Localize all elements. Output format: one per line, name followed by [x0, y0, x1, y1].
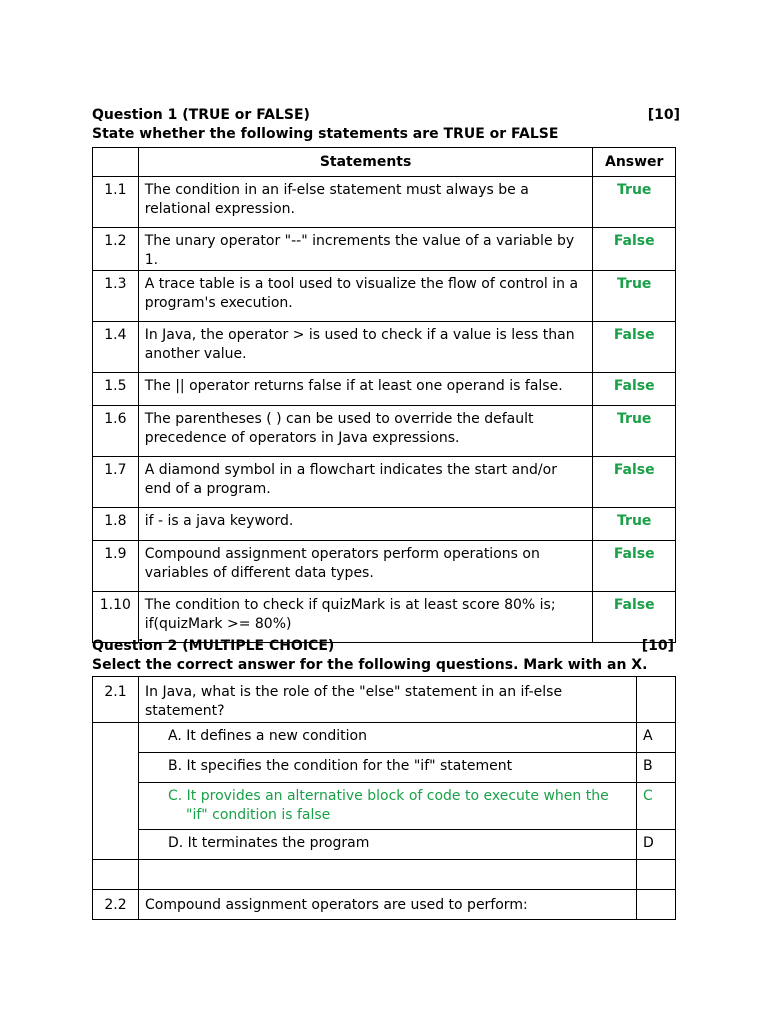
mark-cell[interactable]	[637, 890, 676, 920]
option-row-correct	[93, 783, 676, 830]
answer-value: False	[593, 541, 676, 592]
row-number: 1.1	[93, 177, 139, 228]
question-text: Compound assignment operators are used to perform:	[139, 890, 637, 920]
question-row	[93, 890, 676, 920]
table-row	[93, 592, 676, 643]
row-number: 1.2	[93, 228, 139, 271]
row-number: 1.9	[93, 541, 139, 592]
option-row	[93, 723, 676, 753]
answer-column-header: Answer	[593, 148, 676, 177]
question1-header	[92, 106, 680, 144]
row-number: 1.4	[93, 322, 139, 373]
statement-text: The condition in an if-else statement must always be a relational expression.	[138, 177, 593, 228]
statement-text: The || operator returns false if at least one operand is false.	[138, 373, 593, 406]
option-spacer-cell	[93, 723, 139, 860]
spacer-row	[93, 860, 676, 890]
statement-text: The condition to check if quizMark is at least score 80% is; if(quizMark >= 80%)	[138, 592, 593, 643]
question1-instruction: State whether the following statements are TRUE or FALSE	[92, 126, 559, 142]
statement-text: A diamond symbol in a flowchart indicates the start and/or end of a program.	[138, 457, 593, 508]
option-row	[93, 753, 676, 783]
answer-value: True	[593, 271, 676, 322]
answer-value: False	[593, 373, 676, 406]
option-row	[93, 830, 676, 860]
option-c-text: C. It provides an alternative block of code to execute when the "if" condition is false	[168, 788, 609, 823]
row-number: 1.3	[93, 271, 139, 322]
question-text: In Java, what is the role of the "else" statement in an if-else statement?	[139, 677, 637, 723]
option-a-letter[interactable]: A	[637, 723, 676, 753]
row-number: 1.8	[93, 508, 139, 541]
statement-text: Compound assignment operators perform operations on variables of different data types.	[138, 541, 593, 592]
table-row	[93, 508, 676, 541]
option-c-letter[interactable]: C	[637, 783, 676, 830]
option-c[interactable]	[139, 783, 637, 830]
table-row	[93, 406, 676, 457]
multiple-choice-table	[92, 676, 676, 920]
question2-marks: [10]	[641, 638, 674, 654]
table-row	[93, 373, 676, 406]
table-row	[93, 457, 676, 508]
table-row	[93, 322, 676, 373]
option-b-letter[interactable]: B	[637, 753, 676, 783]
option-d-letter[interactable]: D	[637, 830, 676, 860]
row-number: 1.6	[93, 406, 139, 457]
mark-cell[interactable]	[637, 677, 676, 723]
question1-marks: [10]	[647, 107, 680, 123]
answer-value: True	[593, 406, 676, 457]
number-column-header	[93, 148, 139, 177]
empty-cell	[637, 860, 676, 890]
answer-value: False	[593, 228, 676, 271]
question-row	[93, 677, 676, 723]
row-number: 1.10	[93, 592, 139, 643]
question2-instruction: Select the correct answer for the following questions. Mark with an X.	[92, 657, 648, 673]
table-row	[93, 271, 676, 322]
answer-value: False	[593, 322, 676, 373]
table-row	[93, 177, 676, 228]
empty-cell	[139, 860, 637, 890]
option-a[interactable]: A. It defines a new condition	[139, 723, 637, 753]
row-number: 1.7	[93, 457, 139, 508]
answer-value: False	[593, 457, 676, 508]
answer-value: True	[593, 177, 676, 228]
statement-text: In Java, the operator > is used to check if a value is less than another value.	[138, 322, 593, 373]
question-number: 2.1	[93, 677, 139, 723]
empty-cell	[93, 860, 139, 890]
statements-column-header: Statements	[138, 148, 593, 177]
table-row	[93, 541, 676, 592]
option-b[interactable]: B. It specifies the condition for the "if" statement	[139, 753, 637, 783]
question-number: 2.2	[93, 890, 139, 920]
statement-text: if - is a java keyword.	[138, 508, 593, 541]
option-d[interactable]: D. It terminates the program	[139, 830, 637, 860]
question2-title: Question 2 (MULTIPLE CHOICE)	[92, 638, 335, 654]
question1-title: Question 1 (TRUE or FALSE)	[92, 107, 310, 123]
statement-text: The parentheses ( ) can be used to override the default precedence of operators in Java expressions.	[138, 406, 593, 457]
table-row	[93, 228, 676, 271]
true-false-table	[92, 147, 676, 643]
question2-header	[92, 637, 674, 675]
statement-text: A trace table is a tool used to visualize the flow of control in a program's execution.	[138, 271, 593, 322]
answer-value: True	[593, 508, 676, 541]
row-number: 1.5	[93, 373, 139, 406]
statement-text: The unary operator "--" increments the value of a variable by 1.	[138, 228, 593, 271]
answer-value: False	[593, 592, 676, 643]
